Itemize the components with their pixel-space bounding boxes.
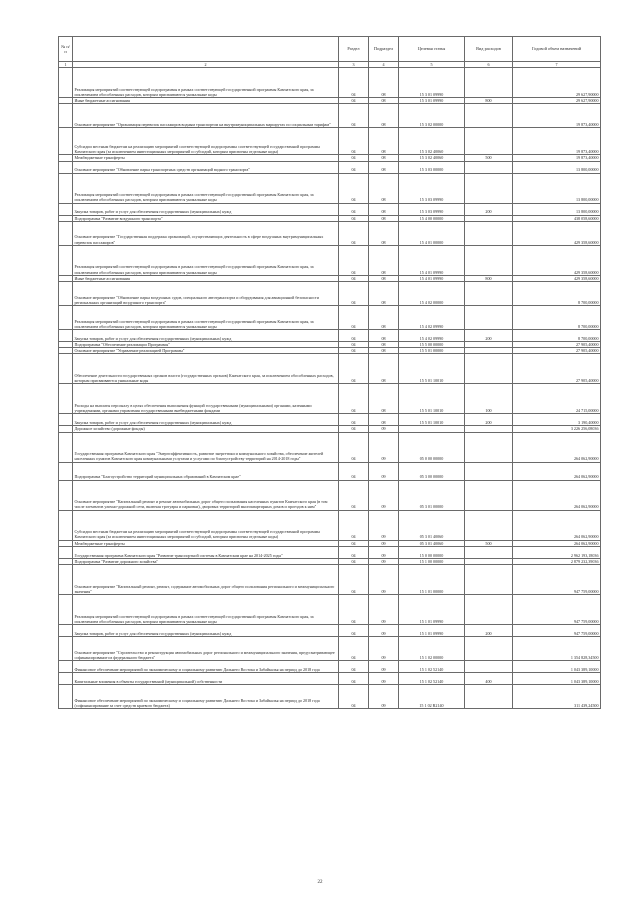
row-podrazdel-cell: 08 xyxy=(369,354,399,384)
row-podrazdel-cell: 09 xyxy=(369,462,399,480)
row-target-article-cell: 15 4 02 09990 xyxy=(399,306,465,330)
row-podrazdel-cell: 08 xyxy=(369,161,399,173)
row-expense-type-cell xyxy=(465,685,513,709)
row-target-article-cell: 15 4 00 00000 xyxy=(399,215,465,221)
row-razdel-cell: 04 xyxy=(339,221,369,245)
row-name-cell: Подпрограмма "Развитие дорожного хозяйства" xyxy=(73,558,339,564)
row-podrazdel-cell: 08 xyxy=(369,203,399,215)
row-target-article-cell: 15 1 00 00000 xyxy=(399,558,465,564)
row-expense-type-cell xyxy=(465,661,513,673)
row-name-cell: Государственная программа Камчатского края "Энергоэффективность, развитие энергетики и коммунального хозяйства, обеспечение жителей населенных пунктов Камчатского края коммунальными услугами и услугами по благоустройству территорий на 2014-2018 годы" xyxy=(73,432,339,462)
row-expense-type-cell: 200 xyxy=(465,203,513,215)
column-number: 6 xyxy=(465,62,513,68)
table-row xyxy=(59,480,601,510)
row-num-cell xyxy=(59,221,73,245)
header-annual-amount: Годовой объем назначений xyxy=(513,37,601,62)
row-name-cell: Закупка товаров, работ и услуг для обеспечения государственных (муниципальных) нужд xyxy=(73,330,339,342)
row-num-cell xyxy=(59,354,73,384)
table-row xyxy=(59,104,601,128)
table-row xyxy=(59,685,601,709)
header-expense-type: Вид расходов xyxy=(465,37,513,62)
row-name-cell: Обеспечение деятельности государственных органов власти (государственных органов) Камчатского края, за исключением обособленных расходов, которым присваиваются уникальные коды xyxy=(73,354,339,384)
row-expense-type-cell xyxy=(465,221,513,245)
row-podrazdel-cell: 09 xyxy=(369,685,399,709)
row-razdel-cell: 04 xyxy=(339,384,369,414)
row-name-cell: Основное мероприятие "Государственная поддержка организаций, осуществляющих деятельность в сфере воздушных внутримуниципальных перевозок пассажиров" xyxy=(73,221,339,245)
row-target-article-cell: 15 3 02 40060 xyxy=(399,128,465,155)
row-expense-type-cell xyxy=(465,173,513,203)
row-target-article-cell: 15 5 01 10010 xyxy=(399,384,465,414)
row-razdel-cell: 04 xyxy=(339,540,369,546)
table-row xyxy=(59,221,601,245)
header-razdel: Раздел xyxy=(339,37,369,62)
row-name-cell: Расходы на выплаты персоналу в целях обеспечения выполнения функций государственными (муниципальными) органами, казенными учреждениями, органами управления государственными внебюджетными фондами xyxy=(73,384,339,414)
row-amount-cell: 264 062,90000 xyxy=(513,432,601,462)
row-num-cell xyxy=(59,104,73,128)
row-amount-cell: 13 800,00000 xyxy=(513,203,601,215)
row-target-article-cell: 15 1 02 52140 xyxy=(399,673,465,685)
table-row xyxy=(59,462,601,480)
table-row xyxy=(59,128,601,155)
row-target-article-cell: 15 3 01 09990 xyxy=(399,98,465,104)
table-row xyxy=(59,203,601,215)
table-row xyxy=(59,595,601,625)
row-name-cell: Реализация мероприятий соответствующей подпрограммы в рамках соответствующей государственной программы Камчатского края, за исключением обособленных расходов, которым присваиваются уникальные коды xyxy=(73,173,339,203)
row-num-cell xyxy=(59,432,73,462)
row-name-cell: Субсидии местным бюджетам на реализацию мероприятий соответствующей подпрограммы соответствующей государственной программы Камчатского края (за исключением инвестиционных мероприятий и субсидий, которым присвоены отдельные коды) xyxy=(73,510,339,540)
row-amount-cell: 947 759,00000 xyxy=(513,565,601,595)
row-target-article-cell: 15 1 02 00000 xyxy=(399,637,465,661)
row-name-cell: Реализация мероприятий соответствующей подпрограммы в рамках соответствующей государственной программы Камчатского края, за исключением обособленных расходов, которым присваиваются уникальные коды xyxy=(73,306,339,330)
row-name-cell: Иные бюджетные ассигнования xyxy=(73,275,339,281)
row-target-article-cell: 05 3 01 40060 xyxy=(399,540,465,546)
row-num-cell xyxy=(59,128,73,155)
row-num-cell xyxy=(59,384,73,414)
row-podrazdel-cell: 09 xyxy=(369,661,399,673)
table-row xyxy=(59,414,601,426)
budget-table-sheet xyxy=(58,36,600,709)
row-expense-type-cell xyxy=(465,462,513,480)
row-amount-cell: 1 043 389,10000 xyxy=(513,673,601,685)
row-num-cell xyxy=(59,414,73,426)
column-number: 5 xyxy=(399,62,465,68)
row-amount-cell: 264 062,90000 xyxy=(513,540,601,546)
row-target-article-cell: 15 3 02 40060 xyxy=(399,155,465,161)
row-name-cell: Основное мероприятие "Организация перевозок пассажиров водным транспортом на внутримуниципальных маршрутах по социальным тарифам" xyxy=(73,104,339,128)
row-podrazdel-cell: 08 xyxy=(369,342,399,348)
row-amount-cell: 429 358,60000 xyxy=(513,275,601,281)
table-row xyxy=(59,354,601,384)
row-target-article-cell: 05 3 01 00000 xyxy=(399,480,465,510)
table-row xyxy=(59,661,601,673)
budget-table xyxy=(58,36,601,709)
row-podrazdel-cell: 09 xyxy=(369,546,399,558)
row-name-cell: Основное мероприятие "Обновление парка воздушных судов, специального автотранспорта и оборудования для авиационной безопасности региональных организаций воздушного транспорта" xyxy=(73,282,339,306)
row-expense-type-cell xyxy=(465,161,513,173)
row-name-cell: Подпрограмма "Обеспечение реализации Программы" xyxy=(73,342,339,348)
header-podrazdel: Подраздел xyxy=(369,37,399,62)
row-name-cell: Подпрограмма "Развитие воздушного транспорта" xyxy=(73,215,339,221)
row-target-article-cell: 15 1 01 09990 xyxy=(399,625,465,637)
row-target-article-cell: 15 5 01 10010 xyxy=(399,354,465,384)
row-expense-type-cell xyxy=(465,104,513,128)
row-expense-type-cell: 500 xyxy=(465,540,513,546)
row-amount-cell: 1 354 828,34500 xyxy=(513,637,601,661)
row-expense-type-cell: 200 xyxy=(465,330,513,342)
row-podrazdel-cell: 08 xyxy=(369,215,399,221)
row-podrazdel-cell: 09 xyxy=(369,565,399,595)
row-target-article-cell: 15 4 01 09990 xyxy=(399,275,465,281)
row-num-cell xyxy=(59,462,73,480)
row-name-cell: Основное мероприятие "Обновление парка транспортных средств организаций водного транспорта" xyxy=(73,161,339,173)
row-razdel-cell: 04 xyxy=(339,98,369,104)
row-razdel-cell: 04 xyxy=(339,215,369,221)
row-name-cell: Дорожное хозяйство (дорожные фонды) xyxy=(73,426,339,432)
row-podrazdel-cell: 09 xyxy=(369,540,399,546)
table-row xyxy=(59,673,601,685)
row-razdel-cell: 04 xyxy=(339,565,369,595)
row-expense-type-cell: 100 xyxy=(465,384,513,414)
row-expense-type-cell xyxy=(465,510,513,540)
row-expense-type-cell: 500 xyxy=(465,155,513,161)
table-row xyxy=(59,546,601,558)
row-target-article-cell: 15 4 01 09990 xyxy=(399,245,465,275)
table-row xyxy=(59,637,601,661)
row-amount-cell: 947 759,00000 xyxy=(513,625,601,637)
row-podrazdel-cell: 09 xyxy=(369,480,399,510)
row-expense-type-cell xyxy=(465,546,513,558)
row-amount-cell: 27 905,40000 xyxy=(513,348,601,354)
row-amount-cell: 429 358,60000 xyxy=(513,221,601,245)
row-razdel-cell: 04 xyxy=(339,282,369,306)
row-target-article-cell: 15 4 01 00000 xyxy=(399,221,465,245)
row-name-cell: Основное мероприятие "Капитальный ремонт, ремонт, содержание автомобильных дорог общего пользования регионального и межмуниципального значения" xyxy=(73,565,339,595)
table-row xyxy=(59,330,601,342)
row-podrazdel-cell: 09 xyxy=(369,595,399,625)
row-target-article-cell: 15 1 02 52140 xyxy=(399,661,465,673)
table-row xyxy=(59,173,601,203)
row-num-cell xyxy=(59,68,73,98)
row-num-cell xyxy=(59,306,73,330)
row-target-article-cell: 15 1 01 09990 xyxy=(399,595,465,625)
row-amount-cell: 311 439,24500 xyxy=(513,685,601,709)
row-name-cell: Межбюджетные трансферты xyxy=(73,155,339,161)
row-amount-cell: 13 800,00000 xyxy=(513,173,601,203)
row-razdel-cell: 04 xyxy=(339,558,369,564)
row-expense-type-cell: 400 xyxy=(465,673,513,685)
row-amount-cell: 1 043 389,10000 xyxy=(513,661,601,673)
row-amount-cell: 24 715,00000 xyxy=(513,384,601,414)
row-razdel-cell: 04 xyxy=(339,68,369,98)
row-num-cell xyxy=(59,685,73,709)
row-razdel-cell: 04 xyxy=(339,155,369,161)
header-target-article: Целевая статья xyxy=(399,37,465,62)
table-row xyxy=(59,384,601,414)
column-number: 7 xyxy=(513,62,601,68)
row-target-article-cell: 15 1 01 00000 xyxy=(399,565,465,595)
table-row xyxy=(59,510,601,540)
row-razdel-cell: 04 xyxy=(339,426,369,432)
row-expense-type-cell: 200 xyxy=(465,414,513,426)
row-amount-cell: 8 700,00000 xyxy=(513,306,601,330)
row-expense-type-cell xyxy=(465,282,513,306)
row-num-cell xyxy=(59,330,73,342)
row-name-cell: Межбюджетные трансферты xyxy=(73,540,339,546)
row-podrazdel-cell: 08 xyxy=(369,330,399,342)
column-number: 2 xyxy=(73,62,339,68)
row-razdel-cell: 04 xyxy=(339,546,369,558)
row-podrazdel-cell: 08 xyxy=(369,348,399,354)
row-razdel-cell: 04 xyxy=(339,275,369,281)
row-amount-cell: 264 062,90000 xyxy=(513,510,601,540)
row-amount-cell: 19 873,40000 xyxy=(513,128,601,155)
row-podrazdel-cell: 09 xyxy=(369,558,399,564)
row-expense-type-cell xyxy=(465,128,513,155)
header-name xyxy=(73,37,339,62)
row-amount-cell: 29 627,90000 xyxy=(513,98,601,104)
header-num: № п/п xyxy=(59,37,73,62)
table-body xyxy=(59,68,601,709)
row-num-cell xyxy=(59,480,73,510)
row-amount-cell: 264 062,90000 xyxy=(513,480,601,510)
row-num-cell xyxy=(59,282,73,306)
row-target-article-cell: 15 3 03 09990 xyxy=(399,173,465,203)
column-number: 1 xyxy=(59,62,73,68)
row-podrazdel-cell: 08 xyxy=(369,173,399,203)
row-podrazdel-cell: 08 xyxy=(369,245,399,275)
row-podrazdel-cell: 08 xyxy=(369,306,399,330)
row-amount-cell: 264 062,90000 xyxy=(513,462,601,480)
row-podrazdel-cell: 08 xyxy=(369,221,399,245)
row-expense-type-cell xyxy=(465,354,513,384)
row-razdel-cell: 04 xyxy=(339,462,369,480)
row-target-article-cell: 05 0 00 00000 xyxy=(399,432,465,462)
row-expense-type-cell xyxy=(465,306,513,330)
row-amount-cell: 27 905,40000 xyxy=(513,342,601,348)
row-name-cell: Основное мероприятие "Капитальный ремонт и ремонт автомобильных дорог общего пользования населенных пунктов Камчатского края (в том числе элементов улично-дорожной сети, включая тротуары и парковки), дворовых территорий многоквартирных домов и проездов к ним" xyxy=(73,480,339,510)
row-name-cell: Основное мероприятие "Строительство и реконструкция автомобильных дорог регионального и межмуниципального значения, предусматривающее софинансирование из федерального бюджета" xyxy=(73,637,339,661)
row-name-cell: Реализация мероприятий соответствующей подпрограммы в рамках соответствующей государственной программы Камчатского края, за исключением обособленных расходов, которым присваиваются уникальные коды xyxy=(73,68,339,98)
row-razdel-cell: 04 xyxy=(339,354,369,384)
row-podrazdel-cell: 08 xyxy=(369,155,399,161)
row-razdel-cell: 04 xyxy=(339,161,369,173)
row-num-cell xyxy=(59,546,73,558)
row-num-cell xyxy=(59,625,73,637)
row-expense-type-cell: 200 xyxy=(465,625,513,637)
row-name-cell: Закупка товаров, работ и услуг для обеспечения государственных (муниципальных) нужд xyxy=(73,203,339,215)
row-expense-type-cell xyxy=(465,637,513,661)
row-target-article-cell: 15 1 02 R2140 xyxy=(399,685,465,709)
row-razdel-cell: 04 xyxy=(339,348,369,354)
row-podrazdel-cell: 08 xyxy=(369,275,399,281)
row-amount-cell: 2 879 232,39036 xyxy=(513,558,601,564)
row-podrazdel-cell: 09 xyxy=(369,426,399,432)
table-header-row xyxy=(59,37,601,62)
row-num-cell xyxy=(59,637,73,661)
column-number: 4 xyxy=(369,62,399,68)
row-num-cell xyxy=(59,203,73,215)
row-num-cell xyxy=(59,595,73,625)
row-podrazdel-cell: 08 xyxy=(369,104,399,128)
row-podrazdel-cell: 08 xyxy=(369,68,399,98)
table-row xyxy=(59,68,601,98)
row-expense-type-cell xyxy=(465,595,513,625)
row-razdel-cell: 04 xyxy=(339,625,369,637)
row-name-cell: Основное мероприятие "Управление реализацией Программы" xyxy=(73,348,339,354)
row-num-cell xyxy=(59,173,73,203)
row-name-cell: Финансовое обеспечение мероприятий по экономическому и социальному развитию Дальнего Востока и Забайкалья на период до 2018 года (софинансирование за счет средств краевого бюджета) xyxy=(73,685,339,709)
row-expense-type-cell xyxy=(465,565,513,595)
row-amount-cell: 3 190,40000 xyxy=(513,414,601,426)
row-num-cell xyxy=(59,673,73,685)
row-expense-type-cell: 800 xyxy=(465,275,513,281)
table-row xyxy=(59,565,601,595)
row-target-article-cell: 15 3 02 00000 xyxy=(399,104,465,128)
row-name-cell: Иные бюджетные ассигнования xyxy=(73,98,339,104)
row-target-article-cell: 15 3 03 09990 xyxy=(399,203,465,215)
row-amount-cell: 3 226 256,08036 xyxy=(513,426,601,432)
row-num-cell xyxy=(59,510,73,540)
row-amount-cell: 947 759,00000 xyxy=(513,595,601,625)
row-amount-cell: 19 873,40000 xyxy=(513,155,601,161)
row-target-article-cell: 15 5 01 10010 xyxy=(399,414,465,426)
row-name-cell: Капитальные вложения в объекты государственной (муниципальной) собственности xyxy=(73,673,339,685)
row-podrazdel-cell: 08 xyxy=(369,128,399,155)
row-razdel-cell: 04 xyxy=(339,330,369,342)
row-razdel-cell: 04 xyxy=(339,104,369,128)
column-number: 3 xyxy=(339,62,369,68)
row-target-article-cell: 15 0 00 00000 xyxy=(399,546,465,558)
row-num-cell xyxy=(59,565,73,595)
row-razdel-cell: 04 xyxy=(339,306,369,330)
row-podrazdel-cell: 08 xyxy=(369,98,399,104)
row-amount-cell: 19 873,40000 xyxy=(513,104,601,128)
row-target-article-cell: 15 3 01 09990 xyxy=(399,68,465,98)
row-podrazdel-cell: 09 xyxy=(369,510,399,540)
row-amount-cell: 8 700,00000 xyxy=(513,330,601,342)
row-podrazdel-cell: 08 xyxy=(369,384,399,414)
row-expense-type-cell: 800 xyxy=(465,98,513,104)
row-razdel-cell: 04 xyxy=(339,673,369,685)
table-row xyxy=(59,282,601,306)
table-row xyxy=(59,245,601,275)
row-razdel-cell: 04 xyxy=(339,173,369,203)
row-target-article-cell: 15 4 02 00000 xyxy=(399,282,465,306)
table-row xyxy=(59,306,601,330)
row-amount-cell: 13 800,00000 xyxy=(513,161,601,173)
row-name-cell: Реализация мероприятий соответствующей подпрограммы в рамках соответствующей государственной программы Камчатского края, за исключением обособленных расходов, которым присваиваются уникальные коды xyxy=(73,595,339,625)
row-razdel-cell: 04 xyxy=(339,480,369,510)
row-num-cell xyxy=(59,161,73,173)
row-num-cell xyxy=(59,661,73,673)
row-expense-type-cell xyxy=(465,245,513,275)
row-expense-type-cell xyxy=(465,480,513,510)
row-target-article-cell: 15 5 01 00000 xyxy=(399,348,465,354)
row-razdel-cell: 04 xyxy=(339,342,369,348)
row-target-article-cell: 15 4 02 09990 xyxy=(399,330,465,342)
row-num-cell xyxy=(59,245,73,275)
table-row xyxy=(59,161,601,173)
row-razdel-cell: 04 xyxy=(339,595,369,625)
row-name-cell: Субсидии местным бюджетам на реализацию мероприятий соответствующей подпрограммы соответствующей государственной программы Камчатского края (за исключением инвестиционных мероприятий и субсидий, которым присвоены отдельные коды) xyxy=(73,128,339,155)
row-name-cell: Закупка товаров, работ и услуг для обеспечения государственных (муниципальных) нужд xyxy=(73,625,339,637)
row-amount-cell: 429 358,60000 xyxy=(513,245,601,275)
row-razdel-cell: 04 xyxy=(339,432,369,462)
row-razdel-cell: 04 xyxy=(339,245,369,275)
row-razdel-cell: 04 xyxy=(339,203,369,215)
row-target-article-cell: 05 3 01 40060 xyxy=(399,510,465,540)
row-amount-cell: 438 058,60000 xyxy=(513,215,601,221)
row-razdel-cell: 04 xyxy=(339,414,369,426)
row-target-article-cell: 15 5 00 00000 xyxy=(399,342,465,348)
row-podrazdel-cell: 09 xyxy=(369,625,399,637)
row-razdel-cell: 04 xyxy=(339,128,369,155)
row-amount-cell: 29 627,90000 xyxy=(513,68,601,98)
row-amount-cell: 8 700,00000 xyxy=(513,282,601,306)
row-razdel-cell: 04 xyxy=(339,661,369,673)
row-podrazdel-cell: 09 xyxy=(369,673,399,685)
row-podrazdel-cell: 08 xyxy=(369,414,399,426)
table-row xyxy=(59,625,601,637)
row-razdel-cell: 04 xyxy=(339,510,369,540)
row-razdel-cell: 04 xyxy=(339,685,369,709)
row-name-cell: Закупка товаров, работ и услуг для обеспечения государственных (муниципальных) нужд xyxy=(73,414,339,426)
row-name-cell: Подпрограмма "Благоустройство территорий муниципальных образований в Камчатском крае" xyxy=(73,462,339,480)
row-podrazdel-cell: 09 xyxy=(369,432,399,462)
row-podrazdel-cell: 08 xyxy=(369,282,399,306)
row-razdel-cell: 04 xyxy=(339,637,369,661)
table-row xyxy=(59,432,601,462)
row-name-cell: Финансовое обеспечение мероприятий по экономическому и социальному развитию Дальнего Востока и Забайкалья на период до 2018 года xyxy=(73,661,339,673)
row-amount-cell: 27 905,40000 xyxy=(513,354,601,384)
row-expense-type-cell xyxy=(465,68,513,98)
page-number: 22 xyxy=(317,880,323,885)
row-amount-cell: 2 962 193,18036 xyxy=(513,546,601,558)
row-target-article-cell: 05 3 00 00000 xyxy=(399,462,465,480)
row-expense-type-cell xyxy=(465,432,513,462)
row-podrazdel-cell: 09 xyxy=(369,637,399,661)
row-name-cell: Реализация мероприятий соответствующей подпрограммы в рамках соответствующей государственной программы Камчатского края, за исключением обособленных расходов, которым присваиваются уникальные коды xyxy=(73,245,339,275)
row-name-cell: Государственная программа Камчатского края "Развитие транспортной системы в Камчатском крае на 2014-2025 годы" xyxy=(73,546,339,558)
row-target-article-cell: 15 3 03 00000 xyxy=(399,161,465,173)
